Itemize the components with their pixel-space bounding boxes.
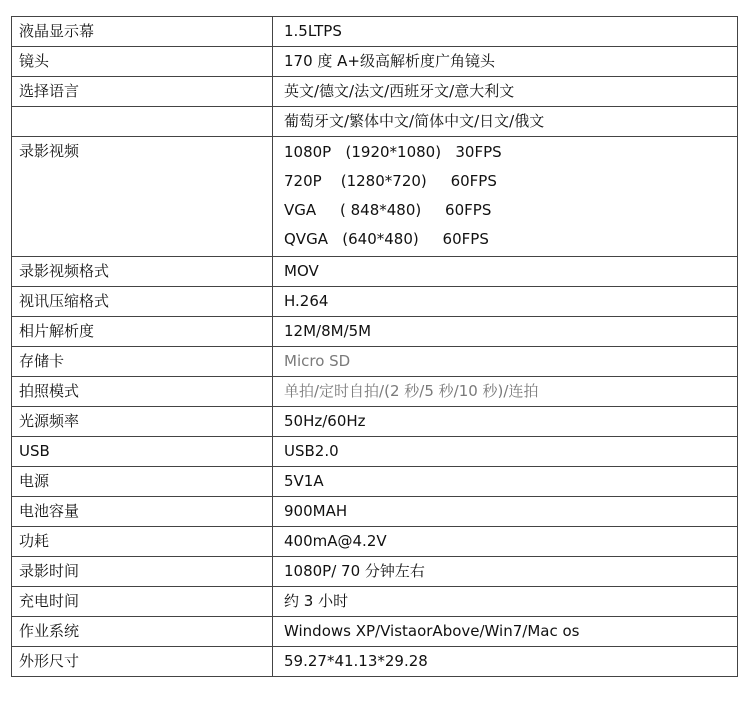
row-value: 59.27*41.13*29.28 [273, 647, 738, 677]
spec-table [11, 16, 738, 677]
table-row [12, 497, 738, 527]
row-value: Windows XP/VistaorAbove/Win7/Mac os [273, 617, 738, 647]
table-row [12, 467, 738, 497]
row-value: 5V1A [273, 467, 738, 497]
row-label [12, 107, 273, 137]
row-label: 镜头 [12, 47, 273, 77]
row-label: 外形尺寸 [12, 647, 273, 677]
row-value: 英文/德文/法文/西班牙文/意大利文 [273, 77, 738, 107]
row-label: 功耗 [12, 527, 273, 557]
row-label: 存储卡 [12, 347, 273, 377]
table-row [12, 407, 738, 437]
row-label: 视讯压缩格式 [12, 287, 273, 317]
table-row [12, 107, 738, 137]
row-value: 50Hz/60Hz [273, 407, 738, 437]
video-mode-line: QVGA (640*480) 60FPS [284, 230, 489, 248]
table-row [12, 47, 738, 77]
table-row [12, 617, 738, 647]
table-row [12, 257, 738, 287]
row-value: 约 3 小时 [273, 587, 738, 617]
table-row [12, 647, 738, 677]
table-row [12, 437, 738, 467]
row-label: USB [12, 437, 273, 467]
row-label: 电池容量 [12, 497, 273, 527]
table-row [12, 527, 738, 557]
row-value: 1080P/ 70 分钟左右 [273, 557, 738, 587]
table-row [12, 587, 738, 617]
table-row [12, 377, 738, 407]
row-label: 录影视频格式 [12, 257, 273, 287]
video-mode-line: 720P (1280*720) 60FPS [284, 172, 497, 190]
row-value: 1.5LTPS [273, 17, 738, 47]
row-value: Micro SD [273, 347, 738, 377]
row-value: MOV [273, 257, 738, 287]
table-row [12, 77, 738, 107]
row-value: 单拍/定时自拍/(2 秒/5 秒/10 秒)/连拍 [273, 377, 738, 407]
table-row [12, 137, 738, 257]
row-value: 葡萄牙文/繁体中文/简体中文/日文/俄文 [273, 107, 738, 137]
row-label: 液晶显示幕 [12, 17, 273, 47]
table-row [12, 17, 738, 47]
row-value: 900MAH [273, 497, 738, 527]
row-label: 录影视频 [12, 137, 273, 257]
row-label: 拍照模式 [12, 377, 273, 407]
table-row [12, 287, 738, 317]
row-value: 12M/8M/5M [273, 317, 738, 347]
row-label: 录影时间 [12, 557, 273, 587]
table-row [12, 347, 738, 377]
row-label: 选择语言 [12, 77, 273, 107]
video-mode-line: VGA ( 848*480) 60FPS [284, 201, 492, 219]
row-value: 400mA@4.2V [273, 527, 738, 557]
table-row [12, 557, 738, 587]
video-mode-line: 1080P (1920*1080) 30FPS [284, 143, 502, 161]
row-label: 电源 [12, 467, 273, 497]
row-value: 170 度 A+级高解析度广角镜头 [273, 47, 738, 77]
video-mode-list [273, 137, 738, 257]
row-label: 光源频率 [12, 407, 273, 437]
row-value: USB2.0 [273, 437, 738, 467]
table-row [12, 317, 738, 347]
row-label: 作业系统 [12, 617, 273, 647]
row-label: 充电时间 [12, 587, 273, 617]
row-label: 相片解析度 [12, 317, 273, 347]
row-value: H.264 [273, 287, 738, 317]
